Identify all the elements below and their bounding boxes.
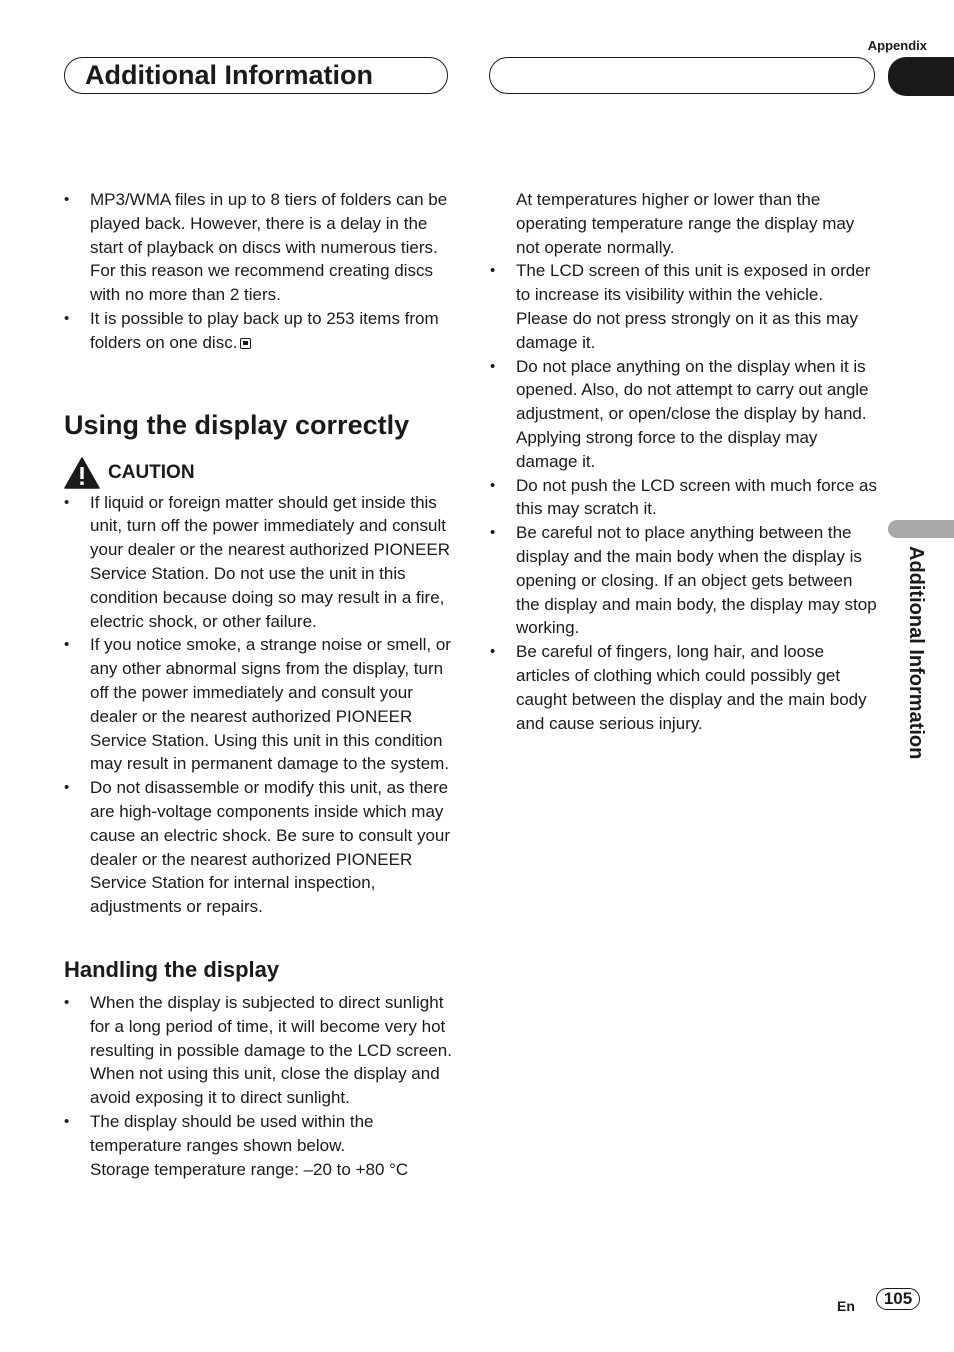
continuation-text: At temperatures higher or lower than the operating temperature range the display may not operate normally. bbox=[516, 190, 855, 257]
list-item bbox=[64, 991, 452, 1110]
list-item bbox=[490, 474, 878, 522]
section-header-pill-empty bbox=[489, 57, 875, 94]
list-item-text: Be careful not to place anything between the display and the main body when the display is opening or closing. If an object gets between the display and main body, the display may stop working. bbox=[516, 523, 877, 638]
language-code: En bbox=[837, 1298, 855, 1314]
caution-header bbox=[64, 455, 452, 491]
section-title: Additional Information bbox=[85, 60, 373, 90]
side-section-label: Additional Information bbox=[905, 546, 927, 760]
list-item-text: If liquid or foreign matter should get inside this unit, turn off the power immediately and consult your dealer or the nearest authorized PIONEER Service Station. Do not use the unit in this condition because doing so may result in a fire, electric shock, or other failure. bbox=[90, 492, 451, 631]
list-item-text: MP3/WMA files in up to 8 tiers of folders can be played back. However, there is a delay in the start of playback on discs with numerous tiers. For this reason we recommend creating discs with no more than 2 tiers. bbox=[90, 190, 448, 305]
list-item bbox=[490, 355, 878, 474]
list-item-text: If you notice smoke, a strange noise or smell, or any other abnormal signs from the display, turn off the power immediately and consult your dealer or the nearest authorized PIONEER Service Station. Using this unit in this condition may result in permanent damage to the system. bbox=[90, 635, 451, 774]
list-item bbox=[490, 640, 878, 735]
caution-list bbox=[64, 491, 452, 919]
handling-list bbox=[64, 991, 452, 1158]
list-item bbox=[64, 188, 452, 307]
section-header-pill bbox=[64, 57, 448, 94]
caution-label: CAUTION bbox=[108, 461, 195, 483]
list-item-text: Do not place anything on the display when it is opened. Also, do not attempt to carry out angle adjustment, or open/close the display by hand. Applying strong force to the display may damage it. bbox=[516, 356, 869, 471]
list-item-text: Do not push the LCD screen with much force as this may scratch it. bbox=[516, 475, 877, 519]
list-item bbox=[64, 307, 452, 355]
list-item bbox=[490, 521, 878, 640]
list-item-text: The display should be used within the temperature ranges shown below. bbox=[90, 1111, 374, 1155]
end-mark-icon bbox=[240, 338, 251, 349]
appendix-tab bbox=[888, 57, 954, 96]
list-item bbox=[64, 491, 452, 634]
appendix-label: Appendix bbox=[867, 38, 927, 53]
list-item bbox=[64, 1110, 452, 1158]
page-number: 105 bbox=[876, 1288, 920, 1310]
list-item-text: It is possible to play back up to 253 items from folders on one disc. bbox=[90, 308, 439, 352]
intro-list bbox=[64, 188, 452, 355]
list-item-text: When the display is subjected to direct sunlight for a long period of time, it will become very hot resulting in possible damage to the LCD screen. When not using this unit, close the display and avoid exposing it to direct sunlight. bbox=[90, 992, 452, 1108]
section-heading: Using the display correctly bbox=[64, 409, 410, 440]
list-item-text: The LCD screen of this unit is exposed in order to increase its visibility within the vehicle. Please do not press strongly on it as this may damage it. bbox=[516, 261, 871, 352]
subsection-heading: Handling the display bbox=[64, 956, 280, 982]
list-item-text: Do not disassemble or modify this unit, as there are high-voltage components inside which may cause an electric shock. Be sure to consult your dealer or the nearest authorized PIONEER Service Station for internal inspection, adjustments or repairs. bbox=[90, 778, 451, 917]
list-item-text: Be careful of fingers, long hair, and loose articles of clothing which could possibly get caught between the display and the main body and cause serious injury. bbox=[516, 642, 867, 733]
warning-triangle-icon bbox=[64, 457, 100, 489]
list-item bbox=[64, 776, 452, 919]
list-item bbox=[64, 633, 452, 776]
display-care-list bbox=[490, 259, 878, 735]
left-column bbox=[64, 188, 452, 1181]
list-item bbox=[490, 259, 878, 354]
storage-temperature: Storage temperature range: –20 to +80 °C bbox=[90, 1159, 409, 1179]
right-column bbox=[490, 188, 878, 735]
section-tab bbox=[888, 520, 954, 538]
